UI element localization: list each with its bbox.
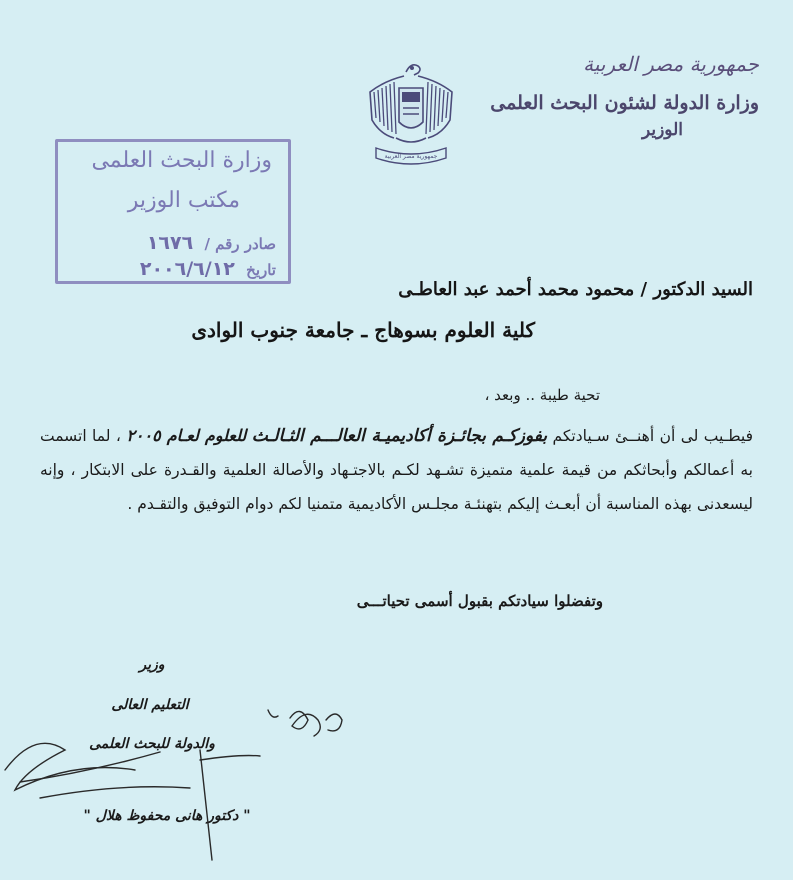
- prize-name: بفوزكـم بجائـزة أكاديميـة العالـــم الثـالـث: [251, 426, 548, 446]
- greeting: تحية طيبة .. وبعد ،: [484, 386, 600, 404]
- letter-body-paragraph: [40, 419, 753, 521]
- closing-line: وتفضلوا سيادتكم بقبول أسمى تحياتـــى: [356, 592, 603, 610]
- letterhead-country: جمهورية مصر العربية: [583, 52, 759, 76]
- stamp-date-value: ٢٠٠٦/٦/١٢: [139, 258, 235, 280]
- signatory-title: وزير: [139, 657, 165, 673]
- body-intro: فيطـيب لى أن أهنــئ سـيادتكم: [547, 427, 753, 445]
- stamp-issued-label: صادر رقم /: [204, 235, 276, 253]
- emblem-caption: جمهورية مصر العربية: [384, 153, 438, 160]
- signatory-portfolio-1: التعليم العالى: [111, 697, 189, 713]
- office-stamp: [55, 139, 291, 284]
- signatory-portfolio-2: والدولة للبحث العلمى: [89, 736, 215, 752]
- signatory-name: " دكتور هانى محفوظ هلال ": [83, 808, 251, 824]
- stamp-issued-row: [147, 232, 276, 254]
- handwritten-signature: [0, 690, 360, 870]
- recipient-institution: كلية العلوم بسوهاج ـ جامعة جنوب الوادى: [191, 318, 535, 342]
- stamp-date-label: تاريخ: [246, 261, 276, 279]
- stamp-date-row: [140, 258, 276, 280]
- stamp-ministry: وزارة البحث العلمى: [91, 148, 272, 173]
- body-rest: ، لما اتسمت به أعمالكم وأبحاثكم من قيمة علمية متميزة تشـهد لكـم بالاجتـهاد والأصالة العلمية والقـدرة على الابتكار ، وإنه ليسعدنى بهذه المناسبة أن أبعـث إليكم بتهنئـة مجلـس الأكاديمية متمنيا لكم دوام التوفيق والتقـدم .: [40, 427, 753, 513]
- eagle-emblem-icon: [366, 52, 456, 170]
- stamp-office: مكتب الوزير: [127, 188, 240, 213]
- recipient-name: السيد الدكتور / محمود محمد أحمد عبد العاطـى: [398, 279, 753, 300]
- letterhead-minister: الوزير: [641, 120, 683, 140]
- stamp-issued-number: ١٦٧٦: [146, 232, 194, 254]
- letterhead-ministry: وزارة الدولة لشئون البحث العلمى: [490, 92, 759, 114]
- prize-year: للعلوم لعـام ٢٠٠٥: [126, 426, 247, 445]
